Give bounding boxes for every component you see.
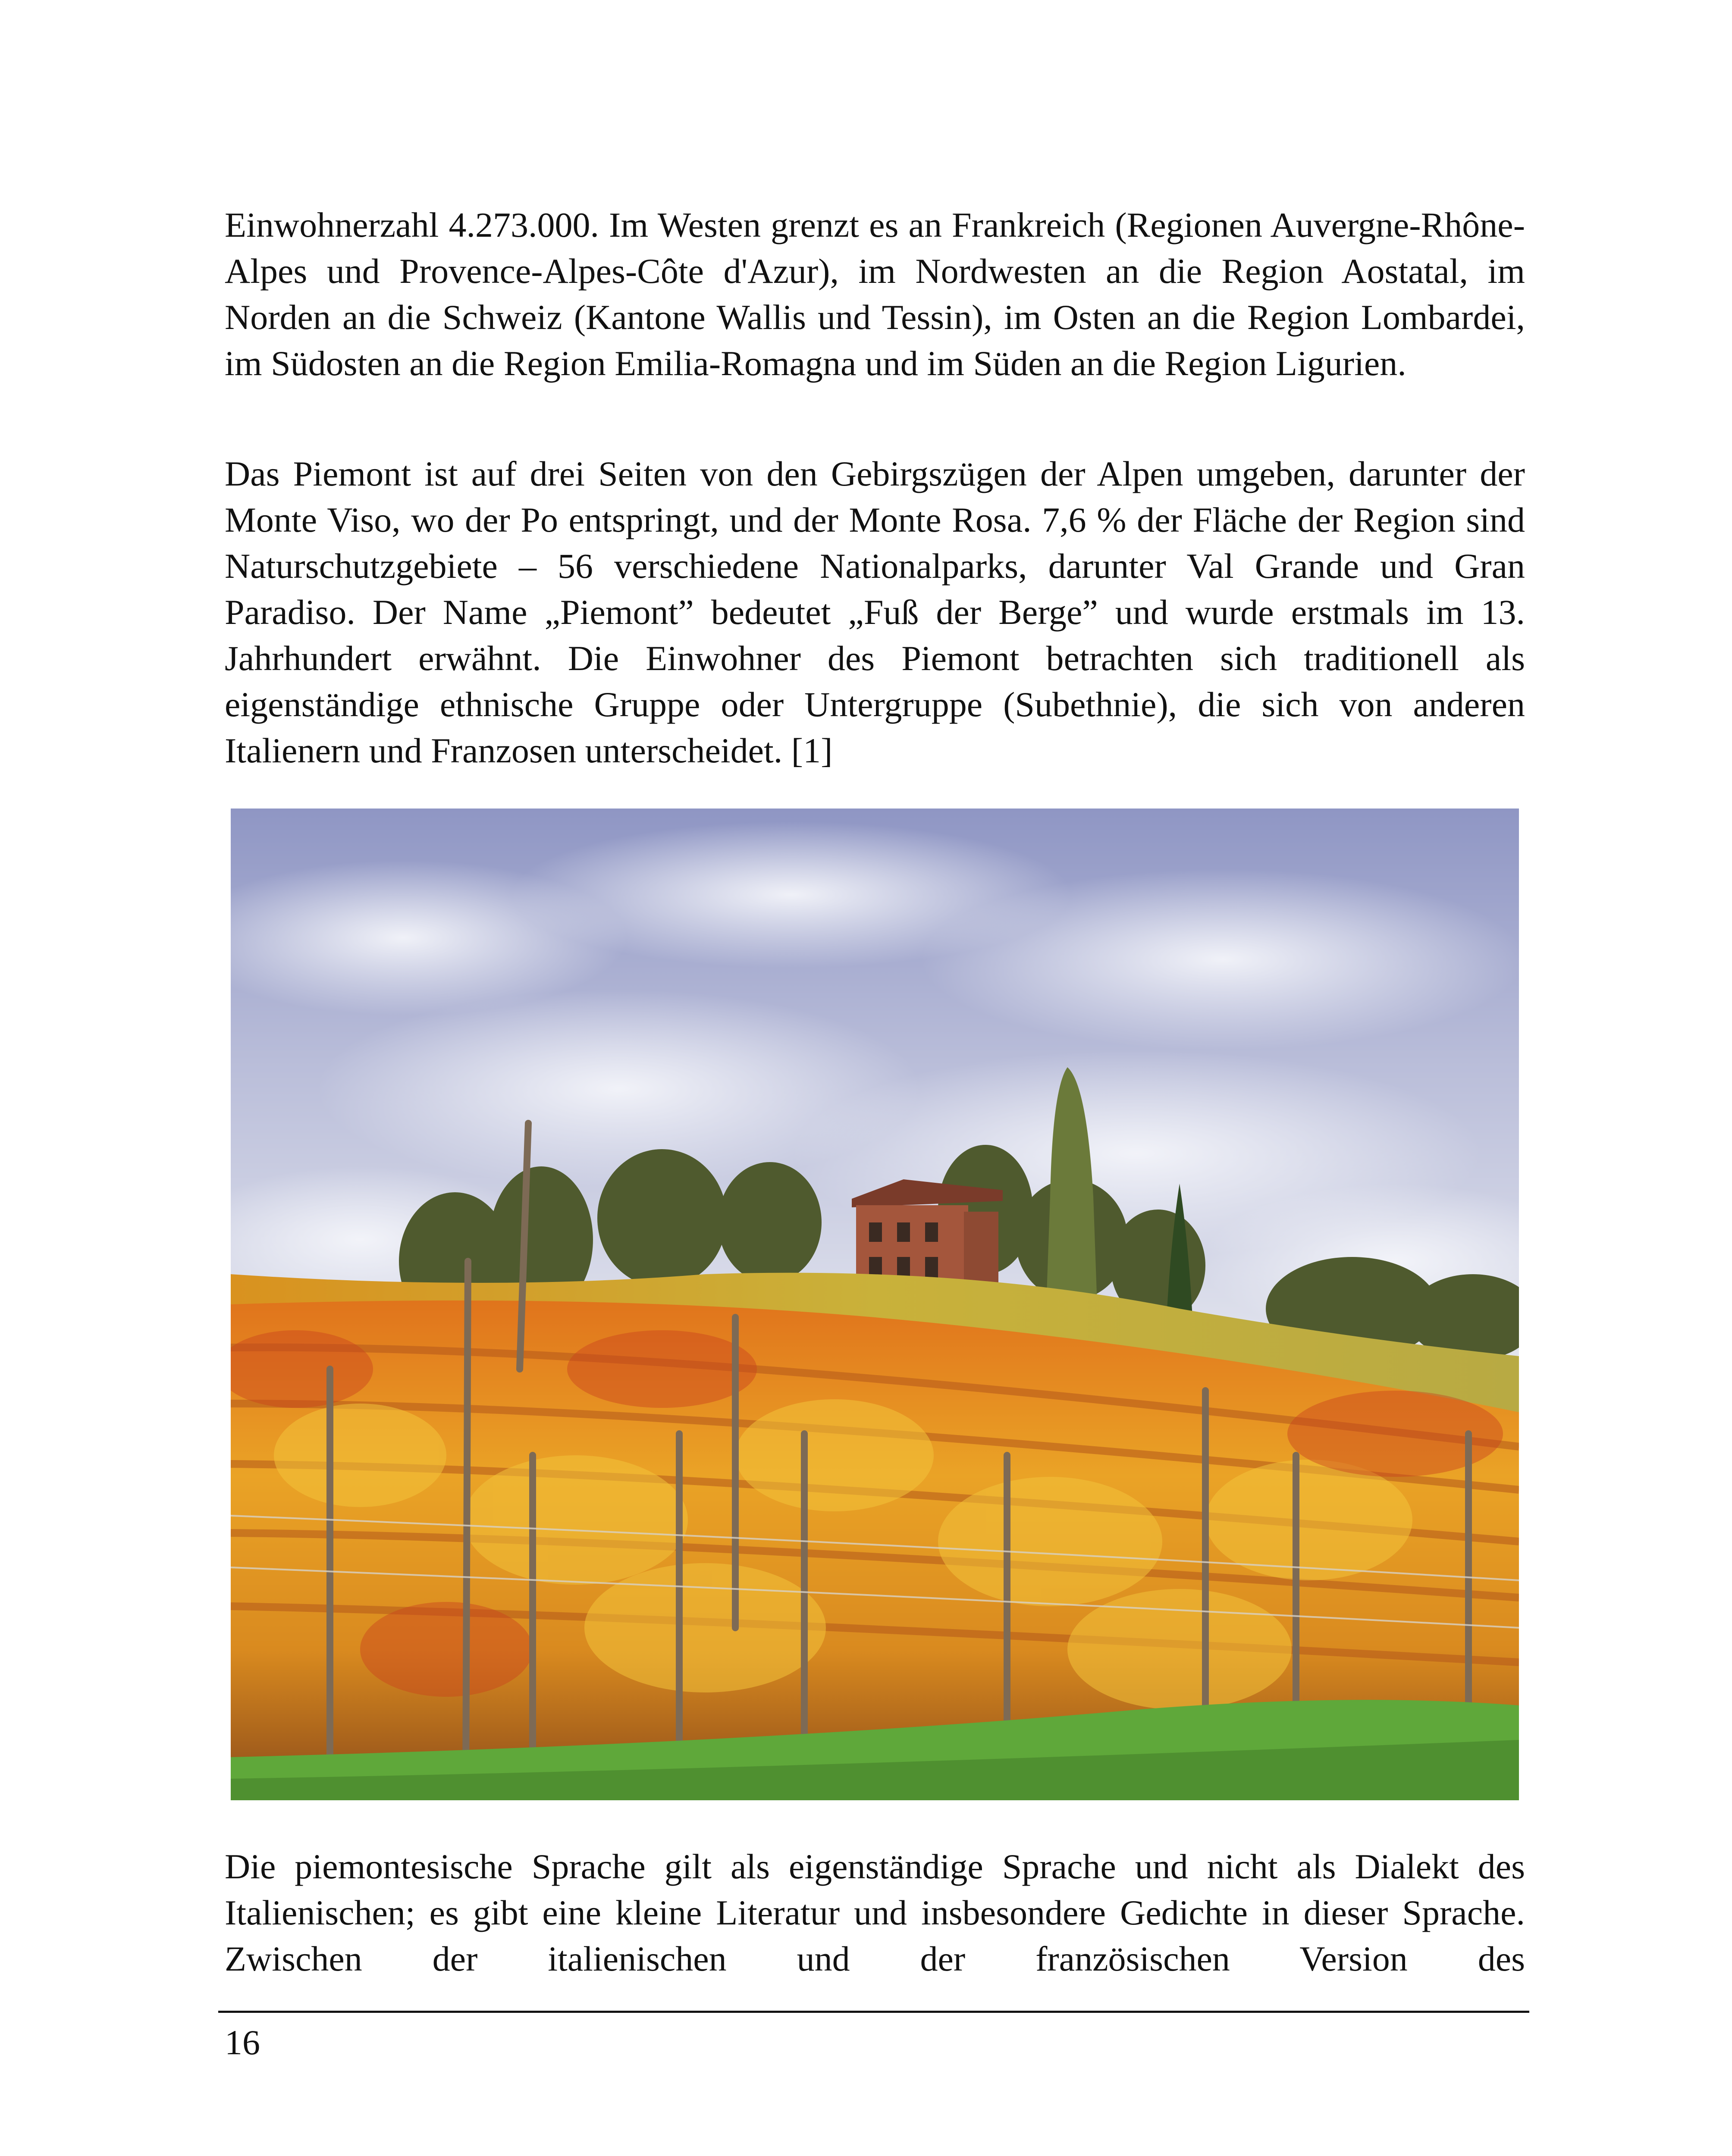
paragraph-3: Die piemontesische Sprache gilt als eigenständige Sprache und nicht als Dialekt des Italienischen; es gibt eine kleine Literatur und insbesondere Gedichte in dieser Sprache. Zwischen der italienischen und der französischen Version des <box>225 1847 1525 1978</box>
farmhouse <box>852 1179 1003 1287</box>
paragraph-1: Einwohnerzahl 4.273.000. Im Westen grenzt es an Frankreich (Regionen Auvergne-Rhône-Alpes und Provence-Alpes-Côte d'Azur), im Nordwesten an die Region Aostatal, im Norden an die Schweiz (Kantone Wallis und Tessin), im Osten an die Region Lombardei, im Südosten an die Region Emilia-Romagna und im Süden an die Region Ligurien. <box>225 205 1525 383</box>
vineyard-photo <box>231 808 1519 1800</box>
paragraph-2: Das Piemont ist auf drei Seiten von den Gebirgszügen der Alpen umgeben, darunter der Monte Viso, wo der Po entspringt, und der Monte Rosa. 7,6 % der Fläche der Region sind Naturschutzgebiete – 56 verschiedene Nationalparks, darunter Val Grande und Gran Paradiso. Der Name „Piemont” bedeutet „Fuß der Berge” und wurde erstmals im 13. Jahrhundert erwähnt. Die Einwohner des Piemont betrachten sich traditionell als eigenständige ethnische Gruppe oder Untergruppe (Subethnie), die sich von anderen Italienern und Franzosen unterscheidet. [1] <box>225 454 1525 770</box>
footer-divider <box>218 2011 1529 2013</box>
page-number: 16 <box>225 2023 260 2062</box>
